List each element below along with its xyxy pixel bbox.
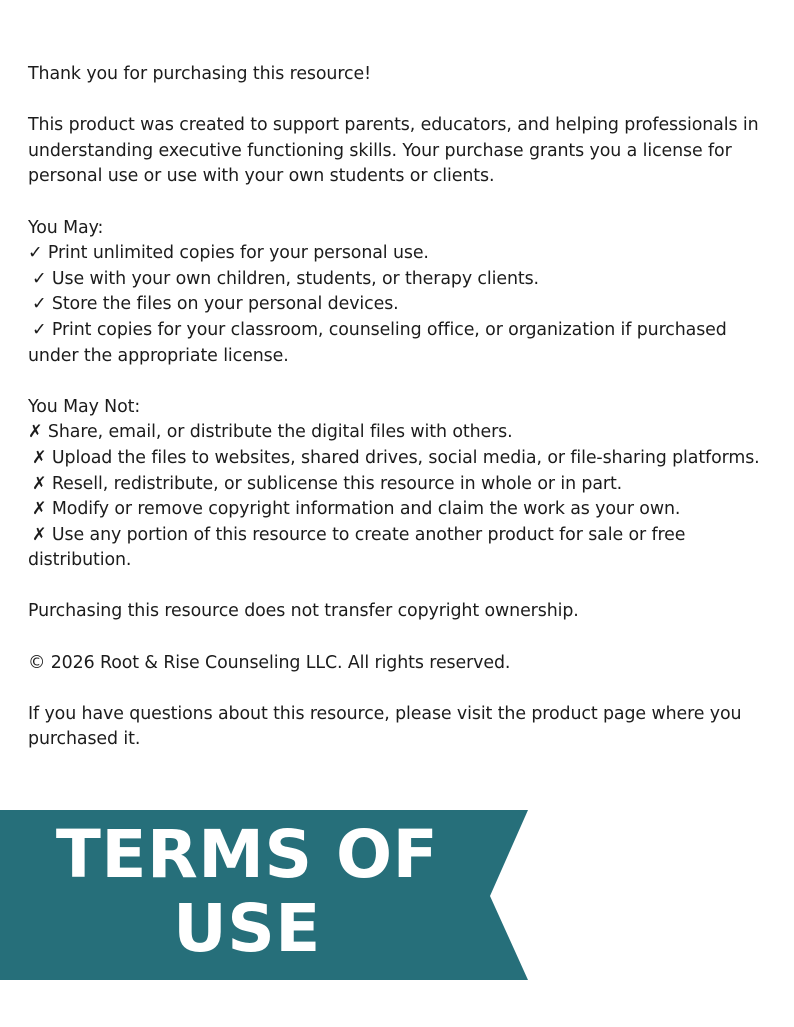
intro-text: Thank you for purchasing this resource! bbox=[28, 64, 371, 84]
may-heading: You May: bbox=[28, 217, 104, 238]
questions-line: If you have questions about this resource, please visit the product page where you bbox=[28, 703, 742, 724]
may-not-heading: You May Not: bbox=[28, 396, 141, 417]
may-section bbox=[28, 216, 776, 370]
ownership-text: Purchasing this resource does not transfer copyright ownership. bbox=[28, 601, 579, 622]
may-item: ✓ Store the files on your personal devices. bbox=[32, 294, 399, 315]
may-not-item: ✗ Share, email, or distribute the digital files with others. bbox=[28, 422, 513, 443]
terms-banner bbox=[0, 810, 530, 980]
may-not-item: ✗ Upload the files to websites, shared drives, social media, or file-sharing platforms. bbox=[32, 447, 760, 468]
may-item-continuation: under the appropriate license. bbox=[28, 345, 289, 366]
may-not-item: ✗ Modify or remove copyright information and claim the work as your own. bbox=[32, 499, 681, 520]
description-line: personal use or use with your own students or clients. bbox=[28, 166, 495, 187]
terms-body bbox=[28, 62, 776, 779]
may-not-item-continuation: distribution. bbox=[28, 550, 132, 571]
banner-title-line1: TERMS OF bbox=[55, 816, 439, 893]
may-not-section bbox=[28, 395, 776, 574]
questions-paragraph bbox=[28, 702, 776, 753]
may-item: ✓ Print copies for your classroom, counseling office, or organization if purchased bbox=[32, 319, 727, 340]
description-line: This product was created to support parents, educators, and helping professionals in bbox=[28, 115, 759, 136]
may-item: ✓ Use with your own children, students, or therapy clients. bbox=[32, 268, 539, 289]
description-paragraph bbox=[28, 113, 776, 190]
may-not-item: ✗ Resell, redistribute, or sublicense this resource in whole or in part. bbox=[32, 473, 623, 494]
copyright-text: © 2026 Root & Rise Counseling LLC. All rights reserved. bbox=[28, 652, 511, 673]
may-not-item: ✗ Use any portion of this resource to create another product for sale or free bbox=[32, 524, 686, 545]
banner-title bbox=[0, 818, 494, 966]
may-item: ✓ Print unlimited copies for your personal use. bbox=[28, 243, 429, 264]
intro-paragraph bbox=[28, 62, 776, 88]
banner-title-line2: USE bbox=[173, 890, 321, 967]
description-line: understanding executive functioning skills. Your purchase grants you a license for bbox=[28, 140, 732, 161]
copyright-paragraph bbox=[28, 651, 776, 677]
questions-line: purchased it. bbox=[28, 729, 141, 750]
ownership-paragraph bbox=[28, 599, 776, 625]
